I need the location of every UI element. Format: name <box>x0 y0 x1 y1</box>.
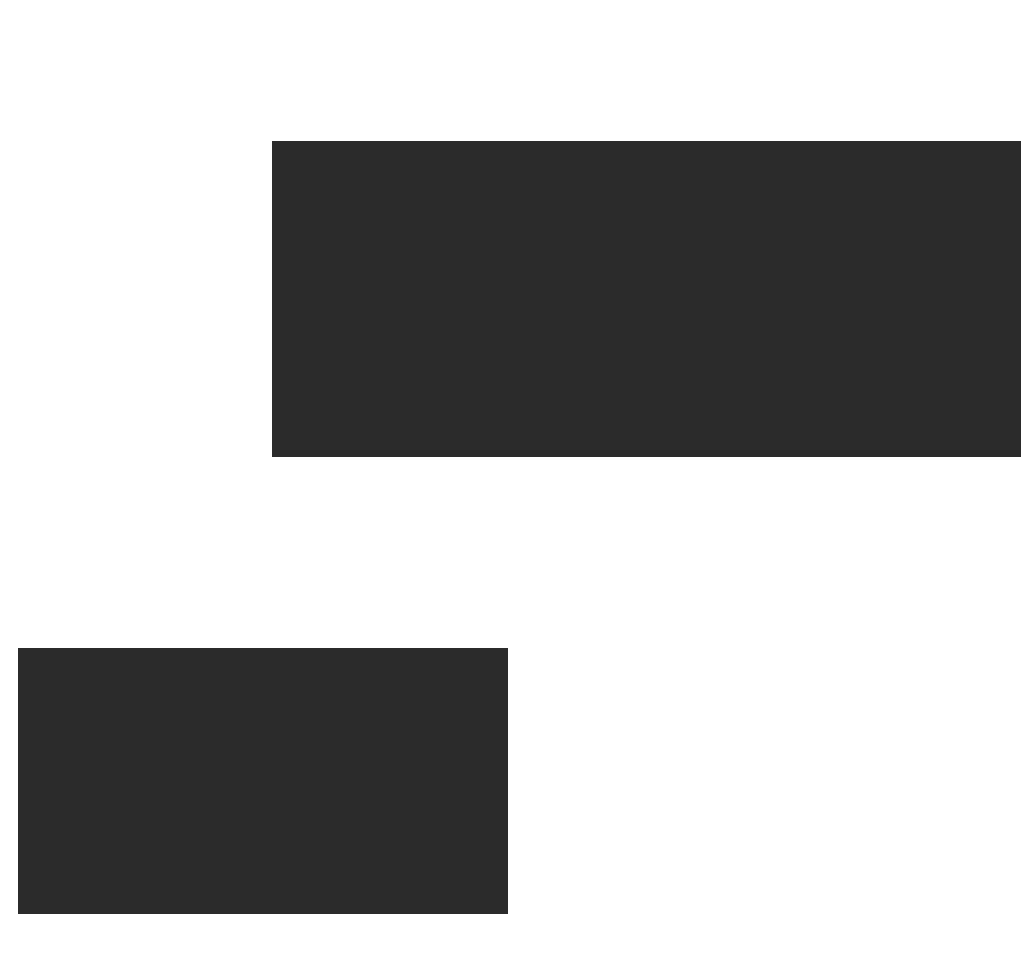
photo-children-hearts-graphic <box>272 141 1021 457</box>
column-3 <box>528 491 766 956</box>
photo-pastor-and-leader <box>18 648 508 914</box>
column-1-middle <box>18 482 254 632</box>
photo-pastor-and-leader-graphic <box>18 648 508 914</box>
column-2 <box>272 491 508 636</box>
column-1-upper <box>18 140 254 470</box>
column-4 <box>784 491 1022 956</box>
photo-children-hearts <box>272 141 1021 457</box>
